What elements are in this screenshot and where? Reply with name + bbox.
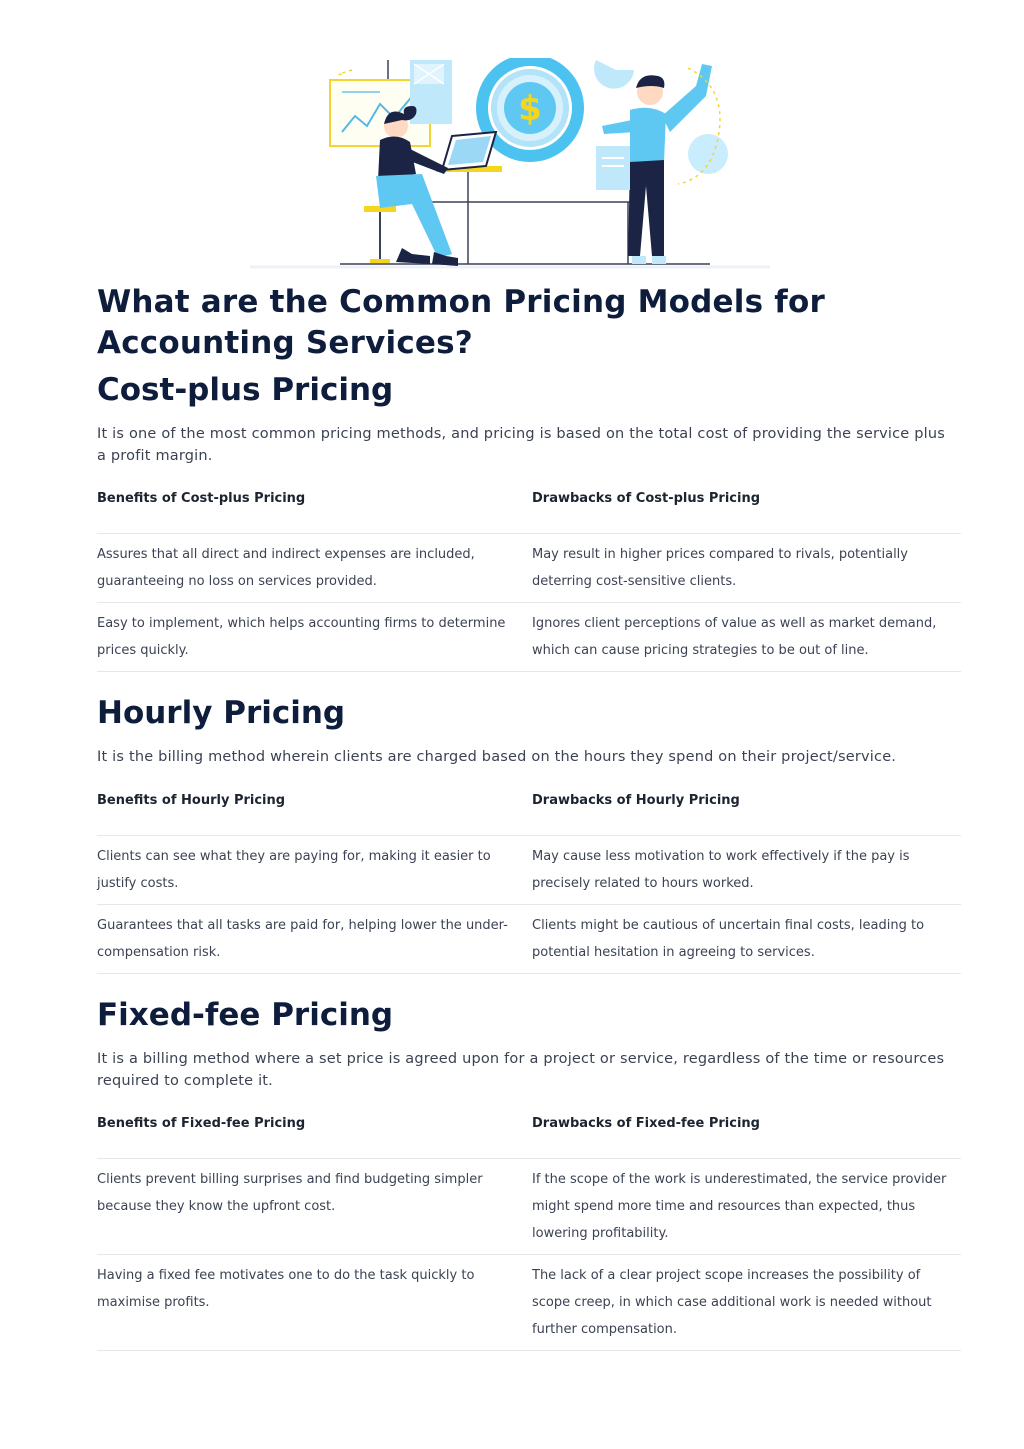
section-hourly bbox=[97, 694, 955, 974]
benefits-header: Benefits of Cost-plus Pricing bbox=[97, 490, 532, 534]
drawback-cell: Clients might be cautious of uncertain final costs, leading to potential hesitation in agreeing to services. bbox=[532, 905, 961, 974]
comparison-table bbox=[97, 792, 961, 974]
drawbacks-header: Drawbacks of Hourly Pricing bbox=[532, 792, 961, 836]
drawbacks-header: Drawbacks of Cost-plus Pricing bbox=[532, 490, 961, 534]
svg-text:$: $ bbox=[518, 89, 542, 129]
table-row bbox=[97, 1255, 961, 1351]
drawback-cell: The lack of a clear project scope increases the possibility of scope creep, in which case additional work is needed without further compensation. bbox=[532, 1255, 961, 1351]
benefit-cell: Assures that all direct and indirect expenses are included, guaranteeing no loss on services provided. bbox=[97, 534, 532, 603]
table-row bbox=[97, 534, 961, 603]
benefit-cell: Guarantees that all tasks are paid for, helping lower the under-compensation risk. bbox=[97, 905, 532, 974]
table-header-row bbox=[97, 490, 961, 534]
table-row bbox=[97, 1159, 961, 1255]
section-intro: It is a billing method where a set price is agreed upon for a project or service, regardless of the time or resources required to complete it. bbox=[97, 1051, 945, 1089]
benefits-header: Benefits of Fixed-fee Pricing bbox=[97, 1115, 532, 1159]
drawbacks-header: Drawbacks of Fixed-fee Pricing bbox=[532, 1115, 961, 1159]
section-intro: It is the billing method wherein clients are charged based on the hours they spend on their project/service. bbox=[97, 749, 897, 765]
table-header-row bbox=[97, 1115, 961, 1159]
benefit-cell: Easy to implement, which helps accounting firms to determine prices quickly. bbox=[97, 603, 532, 672]
section-cost-plus bbox=[97, 371, 955, 672]
comparison-table bbox=[97, 490, 961, 672]
drawback-cell: Ignores client perceptions of value as well as market demand, which can cause pricing strategies to be out of line. bbox=[532, 603, 961, 672]
section-intro: It is one of the most common pricing methods, and pricing is based on the total cost of providing the service plus a profit margin. bbox=[97, 426, 945, 464]
drawback-cell: May cause less motivation to work effectively if the pay is precisely related to hours worked. bbox=[532, 836, 961, 905]
benefits-header: Benefits of Hourly Pricing bbox=[97, 792, 532, 836]
section-fixed-fee bbox=[97, 996, 955, 1351]
table-header-row bbox=[97, 792, 961, 836]
drawback-cell: If the scope of the work is underestimated, the service provider might spend more time and resources than expected, thus lowering profitability. bbox=[532, 1159, 961, 1255]
benefit-cell: Clients prevent billing surprises and find budgeting simpler because they know the upfront cost. bbox=[97, 1159, 532, 1255]
hero-illustration bbox=[230, 58, 790, 270]
page-title: What are the Common Pricing Models for Accounting Services? bbox=[97, 284, 825, 361]
section-heading: Hourly Pricing bbox=[97, 695, 346, 731]
benefit-cell: Clients can see what they are paying for, making it easier to justify costs. bbox=[97, 836, 532, 905]
table-row bbox=[97, 603, 961, 672]
section-heading: Cost-plus Pricing bbox=[97, 372, 394, 408]
table-row bbox=[97, 836, 961, 905]
drawback-cell: May result in higher prices compared to rivals, potentially deterring cost-sensitive clients. bbox=[532, 534, 961, 603]
comparison-table bbox=[97, 1115, 961, 1351]
article bbox=[97, 282, 955, 1351]
benefit-cell: Having a fixed fee motivates one to do the task quickly to maximise profits. bbox=[97, 1255, 532, 1351]
section-heading: Fixed-fee Pricing bbox=[97, 997, 394, 1033]
table-row bbox=[97, 905, 961, 974]
